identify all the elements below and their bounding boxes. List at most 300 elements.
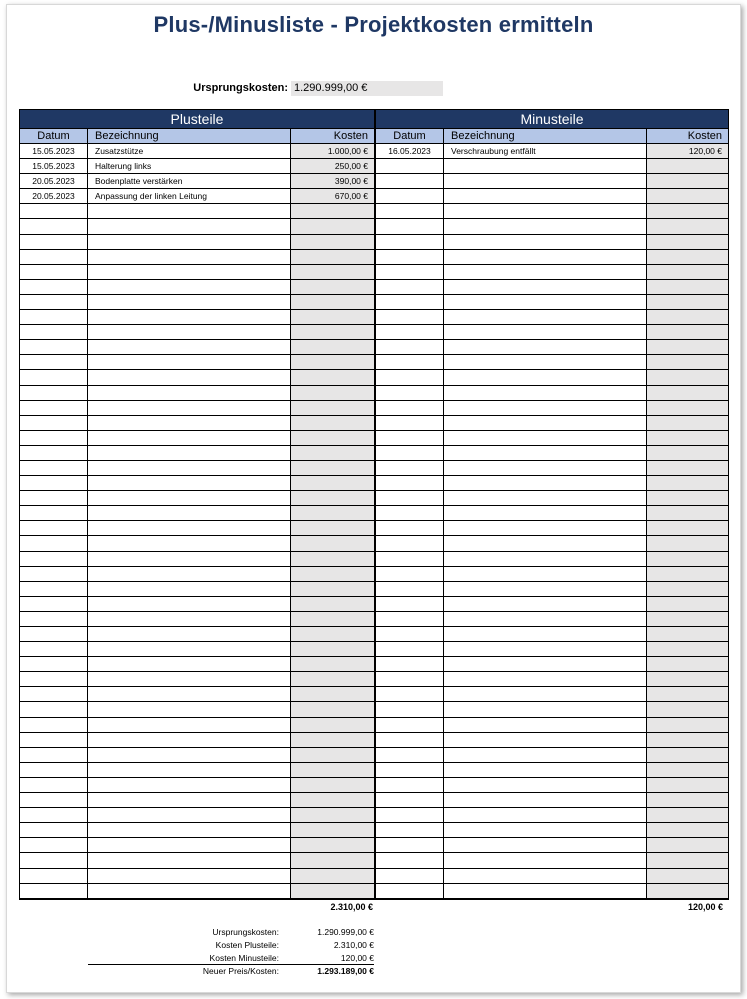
cell-date[interactable] xyxy=(376,808,444,822)
cell-desc[interactable] xyxy=(88,597,291,611)
cell-desc[interactable] xyxy=(88,340,291,354)
cell-cost[interactable] xyxy=(291,461,374,475)
cell-cost[interactable] xyxy=(291,627,374,641)
cell-desc[interactable] xyxy=(444,310,647,324)
cell-date[interactable] xyxy=(376,189,444,203)
cell-date[interactable] xyxy=(20,567,88,581)
cell-cost[interactable] xyxy=(291,310,374,324)
cell-desc[interactable] xyxy=(88,310,291,324)
cell-cost[interactable] xyxy=(291,733,374,747)
cell-date[interactable] xyxy=(20,612,88,626)
cell-desc[interactable] xyxy=(88,476,291,490)
cell-date[interactable] xyxy=(376,370,444,384)
cell-cost[interactable] xyxy=(291,265,374,279)
cell-desc[interactable] xyxy=(444,386,647,400)
cell-desc[interactable] xyxy=(444,265,647,279)
cell-desc[interactable] xyxy=(444,446,647,460)
cell-cost[interactable] xyxy=(647,778,728,792)
cell-date[interactable] xyxy=(376,386,444,400)
cell-cost[interactable] xyxy=(647,340,728,354)
cell-cost[interactable] xyxy=(291,416,374,430)
cell-cost[interactable] xyxy=(647,582,728,596)
cell-desc[interactable] xyxy=(444,687,647,701)
cell-cost[interactable]: 390,00 € xyxy=(291,174,374,188)
cell-cost[interactable] xyxy=(647,506,728,520)
cell-cost[interactable] xyxy=(647,265,728,279)
cell-desc[interactable] xyxy=(444,778,647,792)
cell-desc[interactable] xyxy=(88,431,291,445)
cell-desc[interactable]: Bodenplatte verstärken xyxy=(88,174,291,188)
cell-cost[interactable] xyxy=(291,552,374,566)
cell-date[interactable] xyxy=(20,687,88,701)
cell-desc[interactable] xyxy=(444,838,647,852)
cell-desc[interactable]: Verschraubung entfällt xyxy=(444,144,647,158)
cell-date[interactable]: 16.05.2023 xyxy=(376,144,444,158)
cell-desc[interactable] xyxy=(88,672,291,686)
cell-cost[interactable] xyxy=(647,219,728,233)
cell-date[interactable] xyxy=(20,627,88,641)
cell-date[interactable] xyxy=(20,355,88,369)
cell-desc[interactable] xyxy=(88,627,291,641)
cell-date[interactable] xyxy=(20,657,88,671)
cell-date[interactable] xyxy=(20,250,88,264)
cell-desc[interactable] xyxy=(444,718,647,732)
cell-cost[interactable] xyxy=(647,189,728,203)
cell-desc[interactable] xyxy=(444,536,647,550)
cell-cost[interactable] xyxy=(291,446,374,460)
cell-date[interactable] xyxy=(20,340,88,354)
cell-date[interactable] xyxy=(376,853,444,867)
cell-date[interactable] xyxy=(20,884,88,898)
cell-desc[interactable]: Halterung links xyxy=(88,159,291,173)
cell-desc[interactable] xyxy=(444,174,647,188)
cell-date[interactable] xyxy=(376,612,444,626)
cell-cost[interactable] xyxy=(291,355,374,369)
cell-desc[interactable] xyxy=(444,461,647,475)
cell-desc[interactable] xyxy=(444,295,647,309)
cell-date[interactable] xyxy=(376,204,444,218)
cell-desc[interactable] xyxy=(88,401,291,415)
cell-date[interactable] xyxy=(376,159,444,173)
cell-date[interactable] xyxy=(20,853,88,867)
cell-desc[interactable] xyxy=(88,884,291,898)
cell-cost[interactable] xyxy=(647,763,728,777)
cell-date[interactable] xyxy=(20,310,88,324)
cell-date[interactable] xyxy=(20,204,88,218)
cell-date[interactable] xyxy=(376,884,444,898)
cell-cost[interactable] xyxy=(291,325,374,339)
cell-date[interactable] xyxy=(376,627,444,641)
cell-cost[interactable] xyxy=(647,657,728,671)
cell-desc[interactable] xyxy=(88,521,291,535)
cell-desc[interactable] xyxy=(88,235,291,249)
cell-desc[interactable]: Anpassung der linken Leitung xyxy=(88,189,291,203)
cell-desc[interactable] xyxy=(444,884,647,898)
cell-desc[interactable] xyxy=(444,416,647,430)
cell-date[interactable] xyxy=(20,401,88,415)
cell-cost[interactable] xyxy=(647,612,728,626)
cell-cost[interactable] xyxy=(291,370,374,384)
cell-desc[interactable] xyxy=(88,733,291,747)
cell-cost[interactable] xyxy=(291,672,374,686)
cell-cost[interactable] xyxy=(291,567,374,581)
cell-date[interactable] xyxy=(376,642,444,656)
cell-desc[interactable] xyxy=(444,250,647,264)
cell-cost[interactable] xyxy=(647,235,728,249)
cell-desc[interactable] xyxy=(88,823,291,837)
cell-desc[interactable] xyxy=(88,461,291,475)
cell-cost[interactable]: 250,00 € xyxy=(291,159,374,173)
cell-desc[interactable] xyxy=(88,355,291,369)
cell-date[interactable] xyxy=(20,521,88,535)
cell-cost[interactable] xyxy=(291,521,374,535)
cell-desc[interactable] xyxy=(444,189,647,203)
cell-cost[interactable] xyxy=(647,386,728,400)
cell-cost[interactable] xyxy=(647,687,728,701)
cell-desc[interactable] xyxy=(88,778,291,792)
cell-desc[interactable] xyxy=(444,325,647,339)
cell-date[interactable] xyxy=(20,718,88,732)
cell-desc[interactable] xyxy=(444,204,647,218)
cell-date[interactable] xyxy=(376,582,444,596)
cell-desc[interactable] xyxy=(88,702,291,716)
cell-date[interactable] xyxy=(376,431,444,445)
cell-cost[interactable] xyxy=(647,461,728,475)
cell-desc[interactable] xyxy=(88,808,291,822)
cell-desc[interactable] xyxy=(444,672,647,686)
cell-desc[interactable] xyxy=(444,340,647,354)
cell-cost[interactable] xyxy=(647,476,728,490)
cell-date[interactable] xyxy=(376,491,444,505)
cell-desc[interactable] xyxy=(444,853,647,867)
cell-date[interactable] xyxy=(20,823,88,837)
cell-desc[interactable] xyxy=(444,748,647,762)
cell-desc[interactable] xyxy=(88,642,291,656)
cell-cost[interactable] xyxy=(291,642,374,656)
cell-cost[interactable] xyxy=(647,280,728,294)
cell-desc[interactable] xyxy=(88,446,291,460)
cell-cost[interactable] xyxy=(647,310,728,324)
cell-cost[interactable] xyxy=(647,672,728,686)
cell-desc[interactable] xyxy=(88,582,291,596)
cell-date[interactable] xyxy=(20,265,88,279)
cell-cost[interactable] xyxy=(291,869,374,883)
cell-desc[interactable] xyxy=(88,295,291,309)
cell-desc[interactable] xyxy=(444,235,647,249)
cell-cost[interactable] xyxy=(647,793,728,807)
cell-desc[interactable] xyxy=(88,506,291,520)
cell-desc[interactable] xyxy=(88,853,291,867)
cell-desc[interactable] xyxy=(88,265,291,279)
cell-cost[interactable] xyxy=(291,687,374,701)
cell-cost[interactable] xyxy=(291,748,374,762)
cell-desc[interactable] xyxy=(444,733,647,747)
cell-cost[interactable] xyxy=(291,219,374,233)
cell-desc[interactable]: Zusatzstütze xyxy=(88,144,291,158)
cell-cost[interactable] xyxy=(647,295,728,309)
cell-cost[interactable] xyxy=(647,642,728,656)
origin-costs-input[interactable]: 1.290.999,00 € xyxy=(291,81,443,96)
cell-date[interactable] xyxy=(376,310,444,324)
cell-cost[interactable] xyxy=(647,838,728,852)
cell-date[interactable] xyxy=(376,280,444,294)
cell-cost[interactable] xyxy=(291,476,374,490)
cell-cost[interactable] xyxy=(291,823,374,837)
cell-date[interactable] xyxy=(376,250,444,264)
cell-cost[interactable] xyxy=(647,597,728,611)
cell-date[interactable] xyxy=(20,552,88,566)
cell-desc[interactable] xyxy=(88,219,291,233)
cell-cost[interactable] xyxy=(291,597,374,611)
cell-cost[interactable]: 670,00 € xyxy=(291,189,374,203)
cell-cost[interactable]: 1.000,00 € xyxy=(291,144,374,158)
cell-cost[interactable] xyxy=(647,552,728,566)
cell-cost[interactable] xyxy=(291,582,374,596)
cell-cost[interactable] xyxy=(291,401,374,415)
cell-cost[interactable] xyxy=(647,536,728,550)
cell-cost[interactable] xyxy=(291,612,374,626)
cell-desc[interactable] xyxy=(444,793,647,807)
cell-date[interactable] xyxy=(20,506,88,520)
cell-date[interactable] xyxy=(376,838,444,852)
cell-date[interactable] xyxy=(376,295,444,309)
cell-desc[interactable] xyxy=(444,808,647,822)
cell-date[interactable] xyxy=(376,340,444,354)
cell-cost[interactable] xyxy=(647,884,728,898)
cell-desc[interactable] xyxy=(88,687,291,701)
cell-cost[interactable] xyxy=(291,702,374,716)
cell-date[interactable] xyxy=(376,567,444,581)
cell-date[interactable] xyxy=(20,763,88,777)
cell-date[interactable] xyxy=(20,476,88,490)
cell-date[interactable] xyxy=(376,597,444,611)
cell-cost[interactable] xyxy=(291,763,374,777)
cell-desc[interactable] xyxy=(88,325,291,339)
cell-desc[interactable] xyxy=(88,204,291,218)
cell-cost[interactable] xyxy=(291,657,374,671)
cell-desc[interactable] xyxy=(444,280,647,294)
cell-desc[interactable] xyxy=(88,838,291,852)
cell-cost[interactable] xyxy=(291,295,374,309)
cell-date[interactable] xyxy=(376,521,444,535)
cell-date[interactable] xyxy=(20,491,88,505)
cell-date[interactable] xyxy=(376,355,444,369)
cell-date[interactable] xyxy=(376,552,444,566)
cell-date[interactable] xyxy=(20,219,88,233)
cell-cost[interactable] xyxy=(647,627,728,641)
cell-cost[interactable] xyxy=(291,778,374,792)
cell-date[interactable] xyxy=(376,325,444,339)
cell-desc[interactable] xyxy=(88,491,291,505)
cell-date[interactable] xyxy=(376,461,444,475)
cell-date[interactable] xyxy=(376,687,444,701)
cell-date[interactable] xyxy=(20,793,88,807)
cell-cost[interactable] xyxy=(647,567,728,581)
cell-desc[interactable] xyxy=(88,250,291,264)
cell-cost[interactable] xyxy=(291,431,374,445)
cell-desc[interactable] xyxy=(444,431,647,445)
cell-desc[interactable] xyxy=(444,491,647,505)
cell-desc[interactable] xyxy=(88,536,291,550)
cell-desc[interactable] xyxy=(88,552,291,566)
cell-date[interactable] xyxy=(20,370,88,384)
cell-cost[interactable] xyxy=(647,869,728,883)
cell-date[interactable] xyxy=(376,793,444,807)
cell-cost[interactable] xyxy=(647,250,728,264)
cell-date[interactable] xyxy=(376,869,444,883)
cell-desc[interactable] xyxy=(444,567,647,581)
cell-date[interactable] xyxy=(20,597,88,611)
cell-cost[interactable] xyxy=(647,416,728,430)
cell-date[interactable] xyxy=(376,536,444,550)
cell-cost[interactable] xyxy=(291,718,374,732)
cell-date[interactable]: 20.05.2023 xyxy=(20,189,88,203)
cell-cost[interactable] xyxy=(647,748,728,762)
cell-date[interactable] xyxy=(376,718,444,732)
cell-cost[interactable] xyxy=(291,235,374,249)
cell-desc[interactable] xyxy=(444,612,647,626)
cell-date[interactable] xyxy=(376,823,444,837)
cell-date[interactable] xyxy=(376,763,444,777)
cell-cost[interactable] xyxy=(291,491,374,505)
cell-date[interactable] xyxy=(20,416,88,430)
cell-cost[interactable] xyxy=(647,431,728,445)
cell-cost[interactable] xyxy=(647,174,728,188)
cell-desc[interactable] xyxy=(88,280,291,294)
cell-desc[interactable] xyxy=(444,597,647,611)
cell-desc[interactable] xyxy=(88,748,291,762)
cell-cost[interactable] xyxy=(291,340,374,354)
cell-cost[interactable] xyxy=(647,355,728,369)
cell-desc[interactable] xyxy=(444,370,647,384)
cell-desc[interactable] xyxy=(88,793,291,807)
cell-date[interactable] xyxy=(376,733,444,747)
cell-cost[interactable] xyxy=(291,250,374,264)
cell-date[interactable] xyxy=(20,431,88,445)
cell-cost[interactable] xyxy=(647,823,728,837)
cell-cost[interactable] xyxy=(647,204,728,218)
cell-date[interactable] xyxy=(20,461,88,475)
cell-desc[interactable] xyxy=(444,657,647,671)
cell-desc[interactable] xyxy=(88,657,291,671)
cell-date[interactable] xyxy=(20,235,88,249)
cell-cost[interactable] xyxy=(647,808,728,822)
cell-date[interactable] xyxy=(20,446,88,460)
cell-cost[interactable] xyxy=(291,793,374,807)
cell-cost[interactable] xyxy=(647,853,728,867)
cell-date[interactable] xyxy=(20,672,88,686)
cell-cost[interactable] xyxy=(291,838,374,852)
cell-date[interactable] xyxy=(20,280,88,294)
cell-date[interactable] xyxy=(376,476,444,490)
cell-date[interactable] xyxy=(376,416,444,430)
cell-desc[interactable] xyxy=(444,869,647,883)
cell-date[interactable] xyxy=(20,748,88,762)
cell-date[interactable]: 15.05.2023 xyxy=(20,159,88,173)
cell-cost[interactable] xyxy=(647,370,728,384)
cell-desc[interactable] xyxy=(88,718,291,732)
cell-cost[interactable] xyxy=(647,401,728,415)
cell-cost[interactable] xyxy=(291,506,374,520)
cell-cost[interactable]: 120,00 € xyxy=(647,144,728,158)
cell-desc[interactable] xyxy=(88,370,291,384)
cell-date[interactable] xyxy=(376,657,444,671)
cell-cost[interactable] xyxy=(291,204,374,218)
cell-cost[interactable] xyxy=(647,159,728,173)
cell-date[interactable] xyxy=(376,778,444,792)
cell-date[interactable] xyxy=(376,702,444,716)
cell-cost[interactable] xyxy=(291,386,374,400)
cell-desc[interactable] xyxy=(444,582,647,596)
cell-desc[interactable] xyxy=(88,416,291,430)
cell-desc[interactable] xyxy=(444,401,647,415)
cell-date[interactable] xyxy=(20,536,88,550)
cell-desc[interactable] xyxy=(88,567,291,581)
cell-date[interactable] xyxy=(376,401,444,415)
cell-date[interactable] xyxy=(376,265,444,279)
cell-date[interactable] xyxy=(20,702,88,716)
cell-desc[interactable] xyxy=(444,627,647,641)
cell-date[interactable]: 15.05.2023 xyxy=(20,144,88,158)
cell-desc[interactable] xyxy=(444,763,647,777)
cell-desc[interactable] xyxy=(444,355,647,369)
cell-date[interactable] xyxy=(20,869,88,883)
cell-desc[interactable] xyxy=(88,386,291,400)
cell-date[interactable] xyxy=(376,235,444,249)
cell-desc[interactable] xyxy=(444,823,647,837)
cell-date[interactable] xyxy=(376,672,444,686)
cell-desc[interactable] xyxy=(444,521,647,535)
cell-date[interactable] xyxy=(376,506,444,520)
cell-date[interactable] xyxy=(376,446,444,460)
cell-date[interactable] xyxy=(376,174,444,188)
cell-cost[interactable] xyxy=(647,325,728,339)
cell-date[interactable] xyxy=(376,748,444,762)
cell-desc[interactable] xyxy=(88,612,291,626)
cell-cost[interactable] xyxy=(291,808,374,822)
cell-cost[interactable] xyxy=(647,491,728,505)
cell-desc[interactable] xyxy=(88,763,291,777)
cell-cost[interactable] xyxy=(647,733,728,747)
cell-date[interactable]: 20.05.2023 xyxy=(20,174,88,188)
cell-cost[interactable] xyxy=(647,718,728,732)
cell-date[interactable] xyxy=(20,642,88,656)
cell-cost[interactable] xyxy=(291,280,374,294)
cell-date[interactable] xyxy=(20,778,88,792)
cell-desc[interactable] xyxy=(88,869,291,883)
cell-date[interactable] xyxy=(20,838,88,852)
cell-date[interactable] xyxy=(20,325,88,339)
cell-desc[interactable] xyxy=(444,476,647,490)
cell-date[interactable] xyxy=(376,219,444,233)
cell-date[interactable] xyxy=(20,582,88,596)
cell-cost[interactable] xyxy=(647,446,728,460)
cell-date[interactable] xyxy=(20,733,88,747)
cell-desc[interactable] xyxy=(444,642,647,656)
cell-cost[interactable] xyxy=(647,521,728,535)
cell-desc[interactable] xyxy=(444,552,647,566)
cell-date[interactable] xyxy=(20,295,88,309)
cell-cost[interactable] xyxy=(291,884,374,898)
cell-desc[interactable] xyxy=(444,702,647,716)
cell-desc[interactable] xyxy=(444,506,647,520)
cell-date[interactable] xyxy=(20,808,88,822)
cell-cost[interactable] xyxy=(291,536,374,550)
cell-cost[interactable] xyxy=(647,702,728,716)
cell-desc[interactable] xyxy=(444,159,647,173)
cell-desc[interactable] xyxy=(444,219,647,233)
cell-cost[interactable] xyxy=(291,853,374,867)
